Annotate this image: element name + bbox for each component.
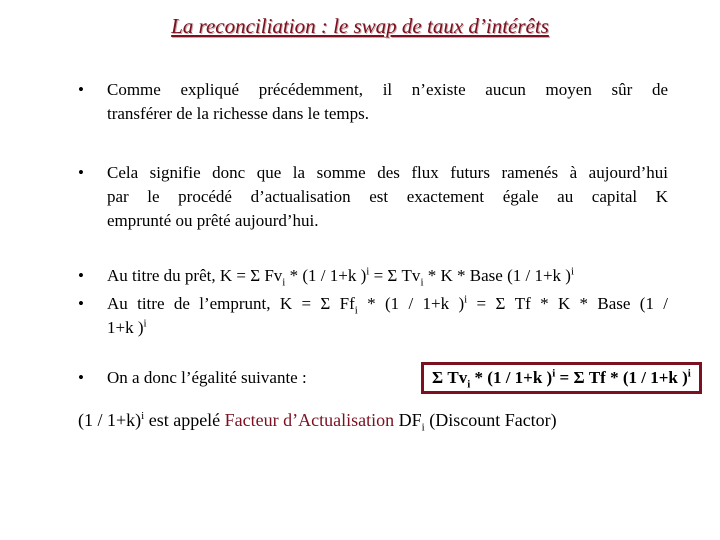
highlight-term: Facteur d’Actualisation <box>224 410 395 430</box>
bullet-4-line-1: Au titre de l’emprunt, K = Σ $Ff_i * (1 / 1+k$ )$^i$ = Σ Tf * K * Base (1 / <box>107 293 669 317</box>
discount-factor-definition: $(1 / 1+k)^i$ est appelé Facteur d’Actualisation $DF_i$ (Discount Factor) <box>78 410 557 434</box>
bullet-2-line-2: par le procédé d’actualisation est exactement égale au capital K <box>107 187 668 206</box>
bullet-3-formula: Au titre du prêt, K = Σ $Fv_i * (1 / 1+k$ )$^i$ = Σ $Tv_i$ * K * Base (1 / 1+k )$^i$ <box>107 265 575 289</box>
bullet-marker: • <box>78 368 84 387</box>
bullet-2-line-1: Cela signifie donc que la somme des flux futurs ramenés à aujourd’hui <box>107 163 668 182</box>
bullet-marker: • <box>78 80 84 99</box>
bullet-1-line-2: transférer de la richesse dans le temps. <box>107 104 369 123</box>
bullet-marker: • <box>78 294 84 313</box>
bullet-marker: • <box>78 266 84 285</box>
bullet-4-line-2: 1+k )$^i$ <box>107 317 147 337</box>
key-equality-box: Σ $Tv_i * (1 / 1+k$ )$^i$ = Σ Tf * (1 / 1+k )$^i$ <box>421 362 702 394</box>
bullet-2-line-3: emprunté ou prêté aujourd’hui. <box>107 211 319 230</box>
bullet-5-text: On a donc l’égalité suivante : <box>107 368 307 387</box>
bullet-1-line-1: Comme expliqué précédemment, il n’existe aucun moyen sûr de <box>107 80 668 99</box>
slide-title: La reconciliation : le swap de taux d’intérêts <box>171 14 549 38</box>
bullet-marker: • <box>78 163 84 182</box>
